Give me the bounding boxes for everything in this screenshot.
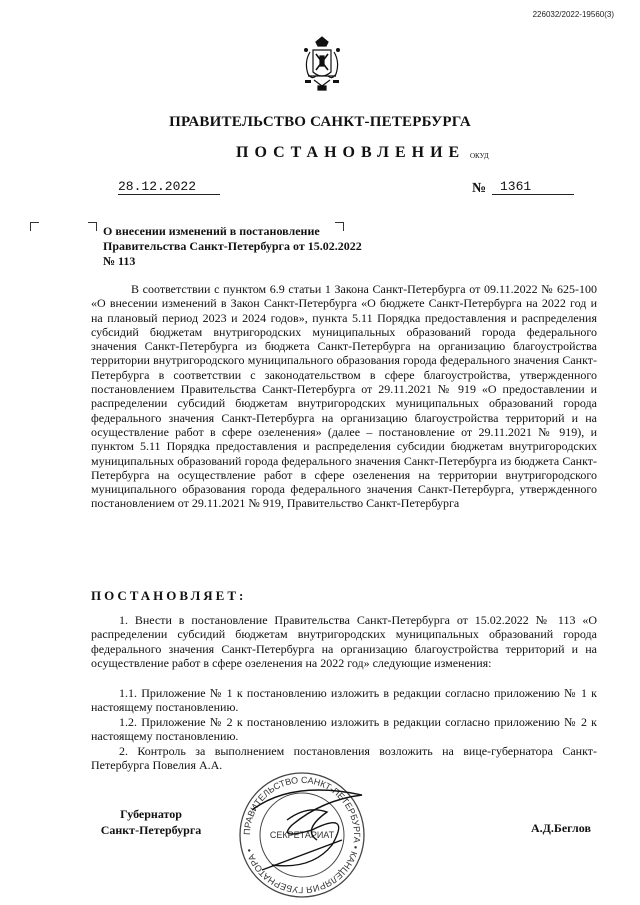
stamp-center-text: СЕКРЕТАРИАТ xyxy=(269,830,335,840)
official-stamp-and-signature xyxy=(232,770,372,900)
signatory-position xyxy=(91,806,211,838)
document-title: О внесении изменений в постановление Правительства Санкт-Петербурга от 15.02.2022 № 113 xyxy=(103,224,362,268)
document-date: 28.12.2022 xyxy=(118,179,220,195)
title-corner-left xyxy=(30,222,39,231)
signatory-position-line-1: Губернатор xyxy=(120,807,182,821)
signatory-position-line-2: Санкт-Петербурга xyxy=(100,823,202,837)
number-sign: № xyxy=(472,181,487,196)
stamp-ring-text: ПРАВИТЕЛЬСТВО САНКТ-ПЕТЕРБУРГА • КАНЦЕЛЯРИЯ ГУБЕРНАТОРА • xyxy=(241,774,363,896)
preamble-paragraph: В соответствии с пунктом 6.9 статьи 1 Закона Санкт-Петербурга от 09.11.2022 № 625-100 «О внесении изменений в Закон Санкт-Петербурга «О бюджете Санкт-Петербурга на 2022 год и на плановый период 2023 и 2024 годов», пункта 5.11 Порядка предоставления и распределения субсидий бюджетам внутригородских муниципальных образований города федерального значения Санкт-Петербурга из бюджета Санкт-Петербурга на организацию благоустройства территории внутригородского муниципального образования города федерального значения Санкт-Петербурга в соответствии с законодательством в сфере благоустройства, утвержденного постановлением Правительства Санкт-Петербурга от 29.11.2021 № 919 «О предоставлении и распределении субсидий бюджетам внутригородских муниципальных образований города федерального значения Санкт-Петербурга на организацию благоустройства территорий и на осуществление работ в сфере озеленения» (далее – постановление от 29.11.2021 № 919), и пунктом 5.11 Порядка предоставления и распределения субсидии бюджетам внутригородских муниципальных образований города федерального значения Санкт-Петербурга из бюджета Санкт-Петербурга на осуществление работ в сфере озеленения на территории внутригородского муниципального образования города федерального значения Санкт-Петербурга, утвержденного постановлением от 29.11.2021 № 919, Правительство Санкт-Петербурга xyxy=(91,282,597,511)
resolves-heading: ПОСТАНОВЛЯЕТ: xyxy=(91,588,247,603)
title-corner-inner-left xyxy=(88,222,97,231)
okud-label: ОКУД xyxy=(470,152,489,160)
resolution-item-1-2: 1.2. Приложение № 2 к постановлению изложить в редакции согласно приложению № 2 к настоящему постановлению. xyxy=(91,715,597,744)
resolution-item-2: 2. Контроль за выполнением постановления возложить на вице-губернатора Санкт-Петербурга Повелия А.А. xyxy=(91,744,597,773)
resolution-item-1-1: 1.1. Приложение № 1 к постановлению изложить в редакции согласно приложению № 1 к настоящему постановлению. xyxy=(91,686,597,715)
saint-petersburg-coat-of-arms-icon xyxy=(302,36,342,92)
document-type-heading: ПОСТАНОВЛЕНИЕ xyxy=(236,144,466,161)
document-number: 1361 xyxy=(492,179,574,195)
resolution-item-1: 1. Внести в постановление Правительства Санкт-Петербурга от 15.02.2022 № 113 «О распределении субсидий бюджетам внутригородских муниципальных образований города федерального значения Санкт-Петербурга на организацию благоустройства территорий и на осуществление работ в сфере озеленения на 2022 год» следующие изменения: xyxy=(91,613,597,670)
document-registration-number: 226032/2022-19560(3) xyxy=(532,10,614,19)
signatory-name: А.Д.Беглов xyxy=(531,821,591,835)
government-heading: ПРАВИТЕЛЬСТВО САНКТ-ПЕТЕРБУРГА xyxy=(169,114,471,130)
